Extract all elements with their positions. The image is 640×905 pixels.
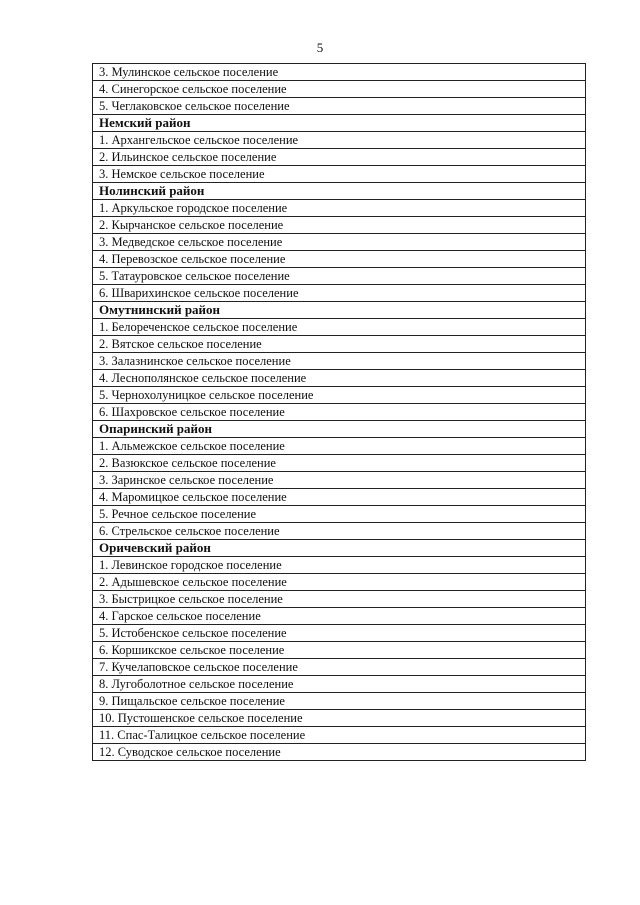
settlement-name: 3. Залазнинское сельское поселение [93, 353, 586, 370]
settlement-row [93, 132, 586, 149]
settlement-name: 2. Ильинское сельское поселение [93, 149, 586, 166]
settlement-row [93, 268, 586, 285]
settlement-row [93, 319, 586, 336]
settlement-row [93, 676, 586, 693]
district-name: Опаринский район [93, 421, 586, 438]
settlement-row [93, 642, 586, 659]
settlement-name: 1. Архангельское сельское поселение [93, 132, 586, 149]
settlement-row [93, 251, 586, 268]
settlement-row [93, 727, 586, 744]
settlement-name: 7. Кучелаповское сельское поселение [93, 659, 586, 676]
settlement-row [93, 625, 586, 642]
settlement-name: 3. Немское сельское поселение [93, 166, 586, 183]
settlement-name: 1. Альмежское сельское поселение [93, 438, 586, 455]
district-name: Омутнинский район [93, 302, 586, 319]
settlement-row [93, 557, 586, 574]
settlement-row [93, 506, 586, 523]
settlement-row [93, 353, 586, 370]
settlement-name: 10. Пустошенское сельское поселение [93, 710, 586, 727]
settlement-name: 2. Адышевское сельское поселение [93, 574, 586, 591]
settlement-name: 8. Лугоболотное сельское поселение [93, 676, 586, 693]
settlement-row [93, 64, 586, 81]
settlement-row [93, 81, 586, 98]
settlement-name: 9. Пищальское сельское поселение [93, 693, 586, 710]
settlement-row [93, 387, 586, 404]
settlement-name: 5. Чернохолуницкое сельское поселение [93, 387, 586, 404]
settlement-row [93, 455, 586, 472]
settlement-row [93, 234, 586, 251]
district-name: Немский район [93, 115, 586, 132]
settlement-name: 5. Истобенское сельское поселение [93, 625, 586, 642]
settlement-row [93, 591, 586, 608]
settlement-name: 2. Вятское сельское поселение [93, 336, 586, 353]
settlement-name: 1. Аркульское городское поселение [93, 200, 586, 217]
settlement-row [93, 489, 586, 506]
settlement-name: 4. Леснополянское сельское поселение [93, 370, 586, 387]
settlement-name: 4. Синегорское сельское поселение [93, 81, 586, 98]
district-name: Нолинский район [93, 183, 586, 200]
settlement-name: 4. Перевозское сельское поселение [93, 251, 586, 268]
district-header-row [93, 183, 586, 200]
settlement-row [93, 404, 586, 421]
settlement-name: 5. Речное сельское поселение [93, 506, 586, 523]
settlement-row [93, 166, 586, 183]
settlement-name: 1. Белореченское сельское поселение [93, 319, 586, 336]
district-header-row [93, 421, 586, 438]
settlement-name: 5. Татауровское сельское поселение [93, 268, 586, 285]
settlement-name: 11. Спас-Талицкое сельское поселение [93, 727, 586, 744]
settlement-name: 4. Гарское сельское поселение [93, 608, 586, 625]
settlement-name: 6. Коршикское сельское поселение [93, 642, 586, 659]
settlement-name: 6. Шахровское сельское поселение [93, 404, 586, 421]
settlement-name: 3. Заринское сельское поселение [93, 472, 586, 489]
settlement-name: 3. Медведское сельское поселение [93, 234, 586, 251]
settlement-name: 5. Чеглаковское сельское поселение [93, 98, 586, 115]
settlement-row [93, 370, 586, 387]
settlement-row [93, 574, 586, 591]
page-number: 5 [316, 40, 324, 55]
settlement-row [93, 98, 586, 115]
settlement-name: 2. Кырчанское сельское поселение [93, 217, 586, 234]
settlement-row [93, 693, 586, 710]
settlements-table-body [93, 64, 586, 761]
settlement-name: 6. Стрельское сельское поселение [93, 523, 586, 540]
settlement-row [93, 472, 586, 489]
district-header-row [93, 302, 586, 319]
settlement-name: 2. Вазюкское сельское поселение [93, 455, 586, 472]
settlement-row [93, 285, 586, 302]
settlement-row [93, 438, 586, 455]
settlement-name: 6. Шварихинское сельское поселение [93, 285, 586, 302]
settlement-row [93, 200, 586, 217]
settlement-row [93, 744, 586, 761]
settlement-row [93, 149, 586, 166]
settlement-row [93, 523, 586, 540]
settlement-name: 3. Мулинское сельское поселение [93, 64, 586, 81]
settlement-row [93, 217, 586, 234]
settlement-name: 4. Маромицкое сельское поселение [93, 489, 586, 506]
settlements-table [92, 63, 586, 761]
district-header-row [93, 540, 586, 557]
settlement-row [93, 659, 586, 676]
settlement-row [93, 608, 586, 625]
settlement-name: 1. Левинское городское поселение [93, 557, 586, 574]
settlement-row [93, 336, 586, 353]
district-name: Оричевский район [93, 540, 586, 557]
settlement-name: 12. Суводское сельское поселение [93, 744, 586, 761]
settlement-name: 3. Быстрицкое сельское поселение [93, 591, 586, 608]
settlement-row [93, 710, 586, 727]
district-header-row [93, 115, 586, 132]
